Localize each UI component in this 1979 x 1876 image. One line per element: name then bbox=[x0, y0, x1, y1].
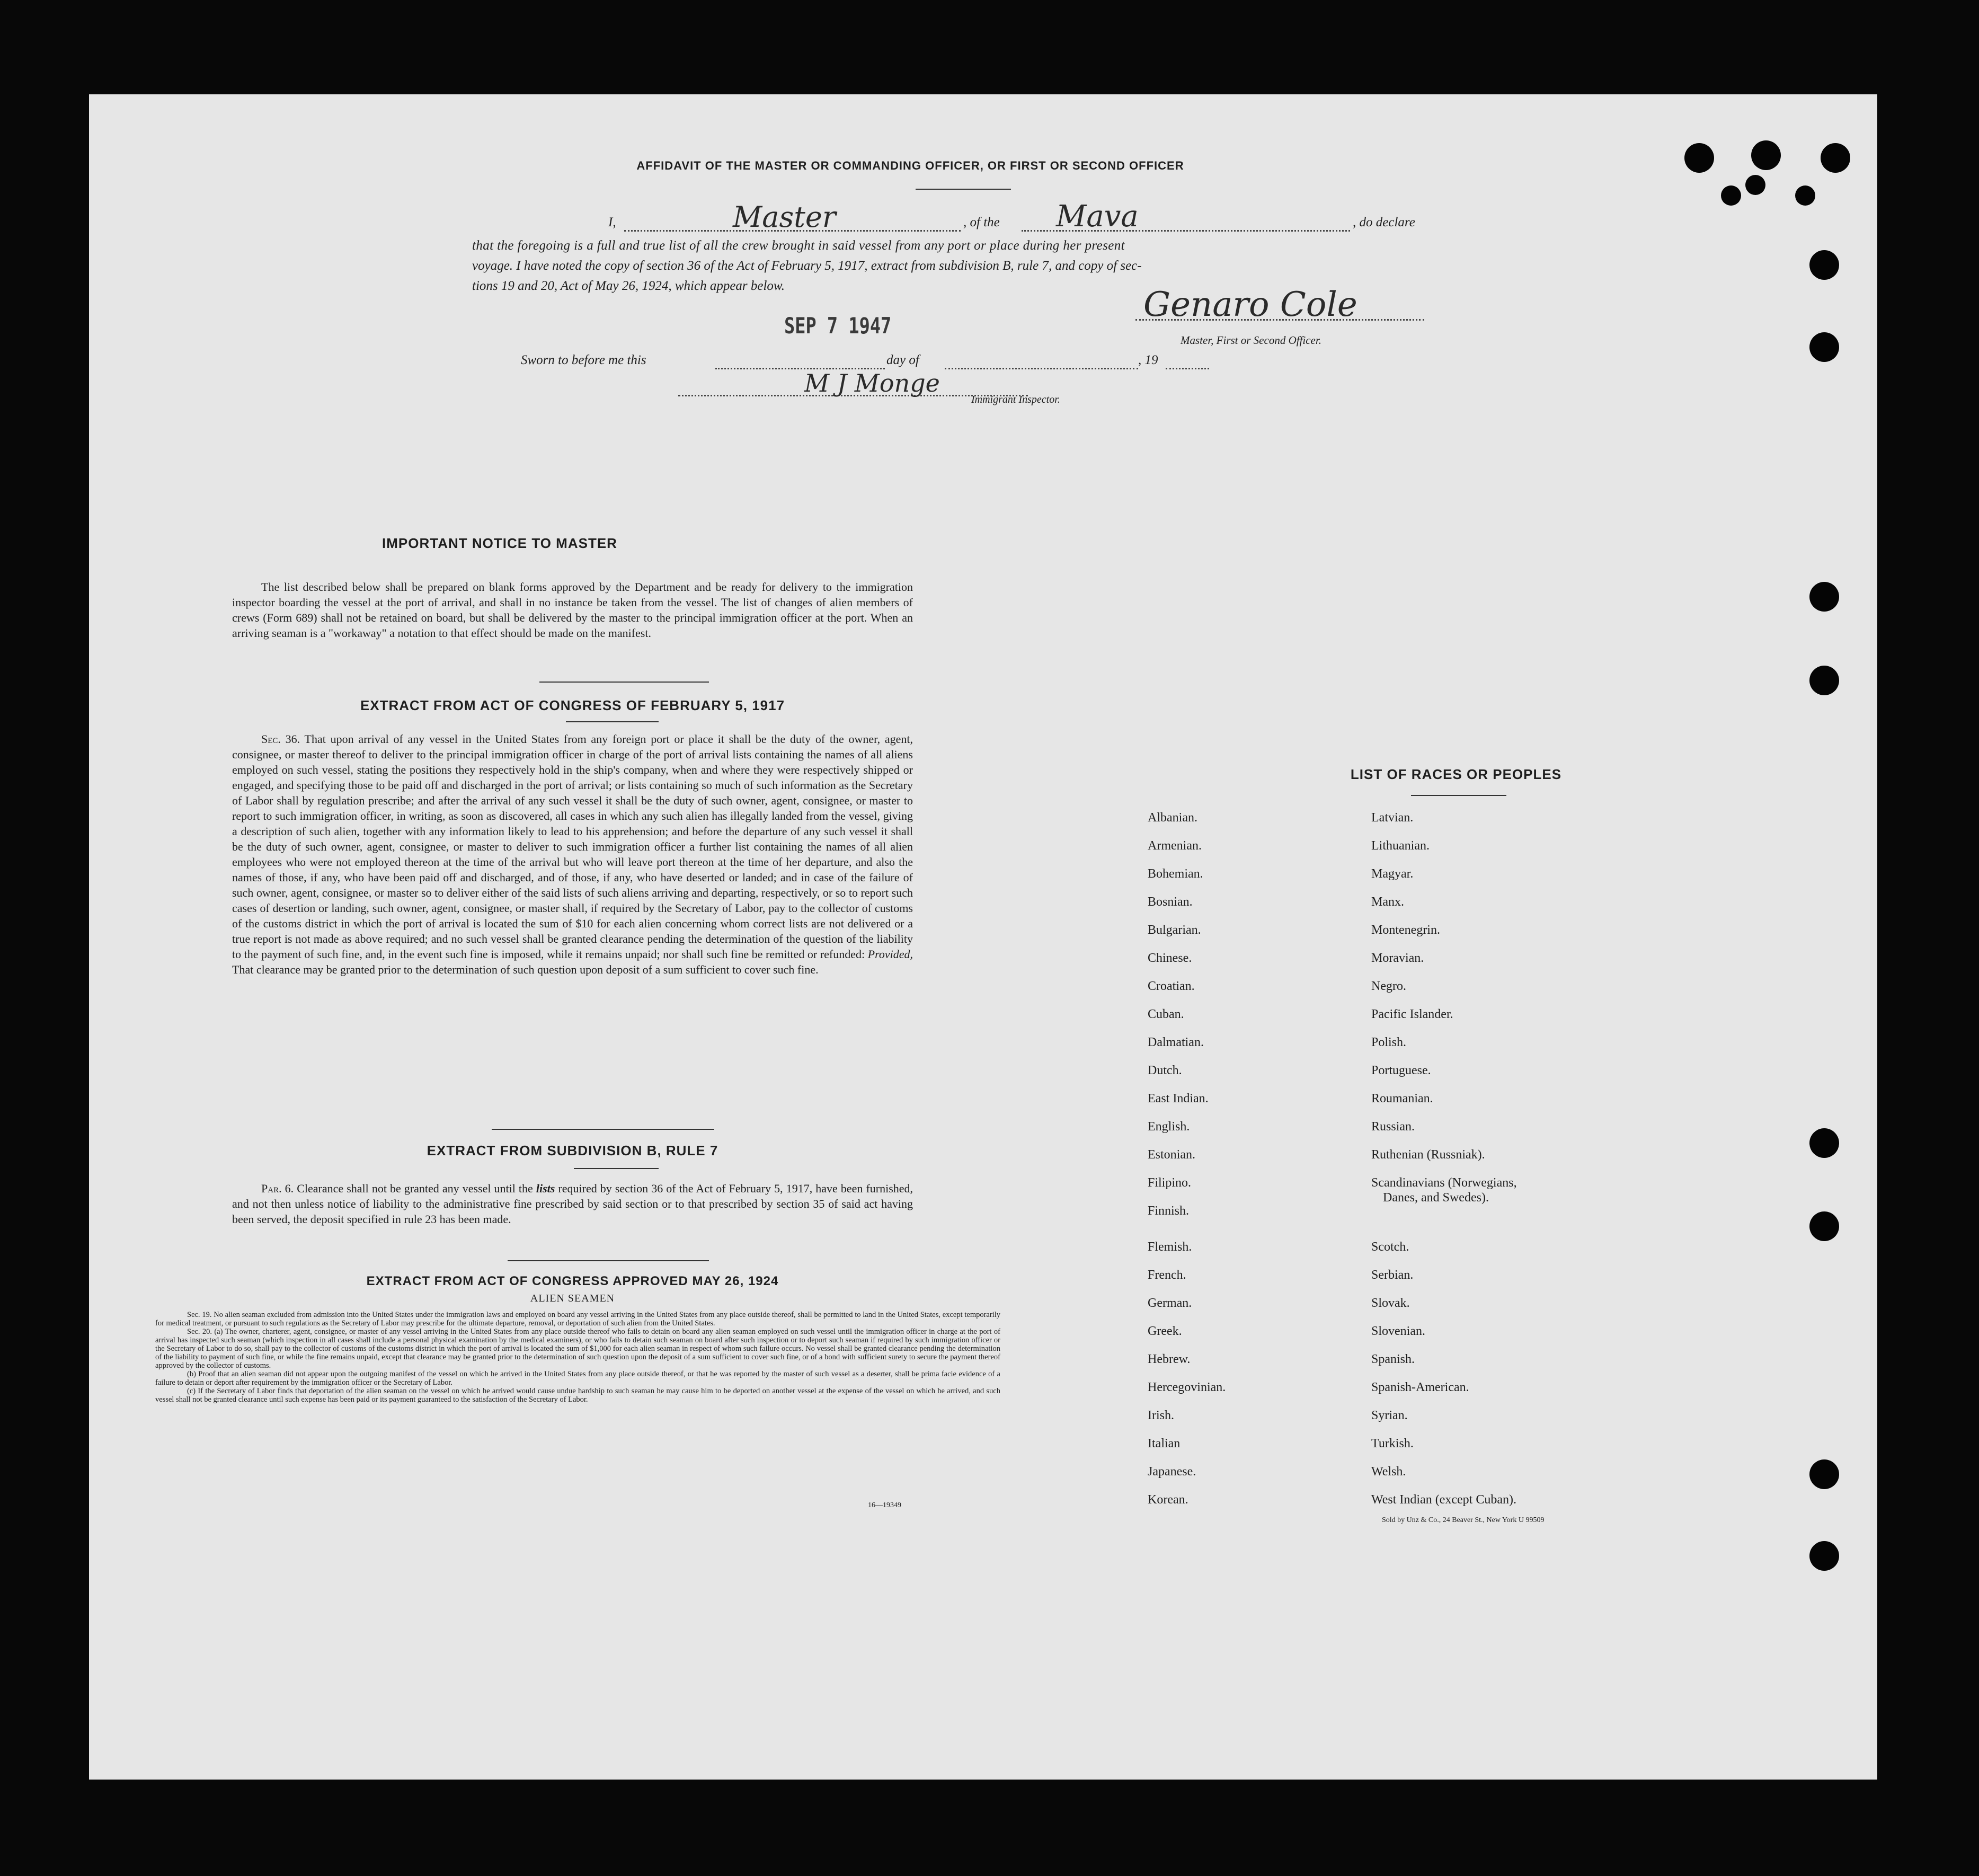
section-36-text bbox=[232, 731, 913, 977]
race-item: Pacific Islander. bbox=[1371, 1007, 1453, 1021]
race-item: Spanish. bbox=[1371, 1352, 1415, 1366]
rule-7-heading: EXTRACT FROM SUBDIVISION B, RULE 7 bbox=[427, 1143, 718, 1158]
sworn-year-field bbox=[1166, 353, 1209, 369]
race-item: Greek. bbox=[1148, 1324, 1182, 1338]
vessel-handwritten: Mava bbox=[1056, 199, 1139, 234]
paragraph-6-text bbox=[232, 1181, 913, 1227]
provided-word: Provided, bbox=[867, 948, 913, 961]
race-item: Chinese. bbox=[1148, 951, 1192, 965]
race-item: Japanese. bbox=[1148, 1465, 1196, 1479]
race-item: Polish. bbox=[1371, 1036, 1407, 1049]
declaration-line-3: voyage. I have noted the copy of section 36 of the Act of February 5, 1917, extract from subdivision B, rule 7, and copy of sec- bbox=[472, 259, 1142, 273]
race-item: Slovak. bbox=[1371, 1296, 1410, 1310]
divider bbox=[492, 1129, 714, 1130]
divider bbox=[508, 1260, 709, 1261]
divider bbox=[916, 189, 1011, 190]
punch-hole bbox=[1809, 1211, 1839, 1241]
date-stamp: SEP 7 1947 bbox=[784, 313, 892, 339]
printer-footer: Sold by Unz & Co., 24 Beaver St., New York U 99509 bbox=[1382, 1516, 1545, 1524]
sworn-month-field bbox=[945, 353, 1138, 369]
sworn-day-field bbox=[715, 353, 885, 369]
declaration-line-2: that the foregoing is a full and true list of all the crew brought in said vessel from any port or place during her present bbox=[472, 238, 1125, 253]
section-36-label: Sec. 36. bbox=[261, 732, 300, 746]
document-page bbox=[89, 94, 1877, 1780]
race-item: Irish. bbox=[1148, 1409, 1174, 1422]
inspector-caption: Immigrant Inspector. bbox=[971, 394, 1060, 405]
race-item: Hebrew. bbox=[1148, 1352, 1191, 1366]
divider bbox=[539, 682, 709, 683]
divider bbox=[574, 1168, 659, 1169]
notice-text bbox=[232, 579, 913, 641]
divider bbox=[566, 721, 659, 722]
race-item: Bohemian. bbox=[1148, 867, 1203, 881]
race-item: Filipino. bbox=[1148, 1176, 1192, 1190]
race-item: Magyar. bbox=[1371, 867, 1414, 881]
race-item: Manx. bbox=[1371, 895, 1404, 909]
race-item: Negro. bbox=[1371, 979, 1406, 993]
race-item: West Indian (except Cuban). bbox=[1371, 1493, 1516, 1507]
sworn-day-label: day of bbox=[886, 353, 919, 367]
divider bbox=[1411, 795, 1506, 796]
race-item: Portuguese. bbox=[1371, 1064, 1431, 1077]
paragraph-6-label: Par. 6. bbox=[261, 1182, 294, 1195]
declaration-mid: , of the bbox=[963, 215, 1000, 229]
race-item: English. bbox=[1148, 1120, 1190, 1134]
race-item: Lithuanian. bbox=[1371, 839, 1430, 853]
extract-1924-text bbox=[155, 1311, 1000, 1404]
punch-hole bbox=[1809, 1128, 1839, 1158]
punch-hole bbox=[1809, 250, 1839, 280]
form-number: 16—19349 bbox=[868, 1501, 901, 1509]
punch-hole bbox=[1809, 332, 1839, 362]
punch-hole bbox=[1809, 582, 1839, 612]
affidavit-title: AFFIDAVIT OF THE MASTER OR COMMANDING OFFICER, OR FIRST OR SECOND OFFICER bbox=[636, 159, 1184, 172]
race-item: Latvian. bbox=[1371, 811, 1414, 825]
section-20c: (c) If the Secretary of Labor finds that deportation of the alien seaman on the vessel on which he arrived would cause undue hardship to such seaman he may cause him to be deported on another vessel at the expense of the vessel on which he arrived, and such vessel shall not be granted clearance until such expense has been paid or its payment guaranteed to the satisfaction of the Secretary of Labor. bbox=[155, 1387, 1000, 1404]
race-item: Syrian. bbox=[1371, 1409, 1408, 1422]
race-item: Estonian. bbox=[1148, 1148, 1195, 1162]
signature-caption: Master, First or Second Officer. bbox=[1181, 334, 1321, 347]
race-item: Croatian. bbox=[1148, 979, 1195, 993]
race-item: Italian bbox=[1148, 1437, 1181, 1450]
race-item: Dalmatian. bbox=[1148, 1036, 1204, 1049]
inspector-signature: M J Monge bbox=[804, 369, 940, 397]
race-item: Armenian. bbox=[1148, 839, 1202, 853]
lists-word: lists bbox=[536, 1182, 555, 1195]
alien-seamen-subheading: ALIEN SEAMEN bbox=[530, 1293, 615, 1304]
section-36-body-end: That clearance may be granted prior to the determination of such question upon deposit of a sum sufficient to cover such fine. bbox=[232, 963, 819, 976]
sworn-prefix: Sworn to before me this bbox=[521, 353, 646, 367]
race-item: Albanian. bbox=[1148, 811, 1197, 825]
extract-1924-heading: EXTRACT FROM ACT OF CONGRESS APPROVED MAY 26, 1924 bbox=[366, 1274, 779, 1288]
race-item: Danes, and Swedes). bbox=[1383, 1191, 1489, 1205]
race-item: Bosnian. bbox=[1148, 895, 1193, 909]
section-19: Sec. 19. No alien seaman excluded from admission into the United States under the immigration laws and employed on board any vessel arriving in the United States from any place outside thereof, shall be permitted to land in the United States, except temporarily for medical treatment, or pursuant to such regulations as the Secretary of Labor may prescribe for the ultimate departure, removal, or deportation of such alien from the United States. bbox=[155, 1311, 1000, 1328]
race-item: Russian. bbox=[1371, 1120, 1415, 1134]
race-item: Scandinavians (Norwegians, bbox=[1371, 1176, 1517, 1190]
race-item: Slovenian. bbox=[1371, 1324, 1425, 1338]
extract-1917-heading: EXTRACT FROM ACT OF CONGRESS OF FEBRUARY 5, 1917 bbox=[360, 697, 785, 713]
races-column-1 bbox=[1148, 811, 1226, 1521]
punch-hole bbox=[1721, 185, 1741, 206]
punch-hole bbox=[1821, 143, 1850, 173]
race-item: Finnish. bbox=[1148, 1204, 1190, 1218]
race-item: German. bbox=[1148, 1296, 1192, 1310]
section-20a: Sec. 20. (a) The owner, charterer, agent, consignee, or master of any vessel arriving in the United States from any place outside thereof who fails to detain on board any alien seaman employed on such vessel until the immigration officer in charge at the port of arrival has inspected such seaman (which inspection in all cases shall include a personal physical examination by the medical examiners), or who fails to detain such seaman on board after such inspection or to deport such seaman if required by such immigration officer or the Secretary of Labor to do so, shall pay to the collector of customs of the customs district in which the port of arrival is located the sum of $1,000 for each alien seaman in respect of whom such failure occurs. No vessel shall be granted clearance pending the determination of the liability to payment of such fine, or while the fine remains unpaid, except that clearance may be granted prior to the determination of such question upon the deposit of a sum sufficient to cover such fine, or of a bond with sufficient surety to secure the payment thereof approved by the collector of customs. bbox=[155, 1328, 1000, 1370]
race-item: Spanish-American. bbox=[1371, 1381, 1469, 1394]
race-item: Turkish. bbox=[1371, 1437, 1414, 1450]
master-signature: Genaro Cole bbox=[1143, 285, 1357, 324]
race-item: Bulgarian. bbox=[1148, 923, 1201, 937]
race-item: Moravian. bbox=[1371, 951, 1424, 965]
race-item: Cuban. bbox=[1148, 1007, 1184, 1021]
races-heading: LIST OF RACES OR PEOPLES bbox=[1350, 766, 1562, 782]
races-column-2 bbox=[1371, 811, 1517, 1521]
rank-handwritten: Master bbox=[733, 200, 836, 234]
sworn-year-label: , 19 bbox=[1138, 353, 1158, 367]
notice-paragraph: The list described below shall be prepared on blank forms approved by the Department and be ready for delivery to the immigration inspector boarding the vessel at the port of arrival, and shall in no instance be taken from the vessel. The list of changes of alien members of crews (Form 689) shall not be retained on board, but shall be delivered by the master to the principal immigration officer at the port. When an arriving seaman is a "workaway" a notation to that effect should be made on the manifest. bbox=[232, 580, 913, 640]
declaration-line-4: tions 19 and 20, Act of May 26, 1924, which appear below. bbox=[472, 279, 785, 293]
race-item: East Indian. bbox=[1148, 1092, 1209, 1105]
race-item: Flemish. bbox=[1148, 1240, 1192, 1254]
race-item: Korean. bbox=[1148, 1493, 1188, 1507]
declaration-suffix: , do declare bbox=[1353, 215, 1415, 229]
race-item: Montenegrin. bbox=[1371, 923, 1440, 937]
section-20b: (b) Proof that an alien seaman did not appear upon the outgoing manifest of the vessel on which he arrived in the United States from any place outside thereof, or that he was reported by the master of such vessel as a deserter, shall be prima facie evidence of a failure to detain or deport after requirement by the immigration officer or the Secretary of Labor. bbox=[155, 1370, 1000, 1387]
signature-line bbox=[1135, 312, 1424, 321]
declaration-prefix: I, bbox=[608, 215, 616, 229]
paragraph-6-body-end: required by section 36 of the Act of February 5, 1917, have been furnished, and not then unless notice of liability to the administrative fine prescribed by said section or to that prescribed by section 35 of said act having been served, the deposit specified in rule 23 has been made. bbox=[232, 1182, 913, 1226]
race-item: Dutch. bbox=[1148, 1064, 1182, 1077]
paragraph-6-body: Clearance shall not be granted any vessel until the bbox=[297, 1182, 533, 1195]
race-item: Ruthenian (Russniak). bbox=[1371, 1148, 1485, 1162]
race-item: French. bbox=[1148, 1268, 1186, 1282]
punch-hole bbox=[1745, 175, 1765, 195]
punch-hole bbox=[1809, 666, 1839, 695]
punch-hole bbox=[1795, 185, 1815, 206]
race-item: Welsh. bbox=[1371, 1465, 1406, 1479]
punch-hole bbox=[1809, 1541, 1839, 1571]
punch-hole bbox=[1751, 140, 1781, 170]
race-item: Roumanian. bbox=[1371, 1092, 1433, 1105]
notice-heading: IMPORTANT NOTICE TO MASTER bbox=[382, 535, 617, 551]
punch-hole bbox=[1809, 1459, 1839, 1489]
race-item: Scotch. bbox=[1371, 1240, 1409, 1254]
race-item: Serbian. bbox=[1371, 1268, 1414, 1282]
race-item: Hercegovinian. bbox=[1148, 1381, 1226, 1394]
section-36-body: That upon arrival of any vessel in the United States from any foreign port or place it shall be the duty of the owner, agent, consignee, or master thereof to deliver to the principal immigration officer in charge of the port of arrival lists containing the names of all aliens employed on such vessel, stating the positions they respectively hold in the ship's company, when and where they were respectively shipped or engaged, and specifying those to be paid off and discharged in the port of arrival; or lists containing so much of such information as the Secretary of Labor shall by regulation prescribe; and after the arrival of any such vessel it shall be the duty of such owner, agent, consignee, or master to report to such immigration officer, in writing, as soon as discovered, all cases in which any such alien has illegally landed from the vessel, giving a description of such alien, together with any information likely to lead to his apprehension; and before the departure of any such vessel it shall be the duty of such owner, agent, consignee, or master to deliver to such immigration officer a further list containing the names of all alien employees who were not employed thereon at the time of the arrival but who will leave port thereon at the time of her departure, and also the names of those, if any, who have been paid off and discharged, and of those, if any, who have deserted or landed; and in case of the failure of such owner, agent, consignee, or master so to deliver either of the said lists of such aliens arriving and departing, respectively, or so to report such cases of desertion or landing, such owner, agent, consignee, or master shall, if required by the Secretary of Labor, pay to the collector of customs of the customs district in which the port of arrival is located the sum of $10 for each alien concerning whom correct lists are not delivered or a true report is not made as above required; and no such vessel shall be granted clearance pending the determination of the question of the liability to the payment of such fine, and, in the event such fine is imposed, while it remains unpaid; nor shall such fine be remitted or refunded: bbox=[232, 732, 913, 961]
